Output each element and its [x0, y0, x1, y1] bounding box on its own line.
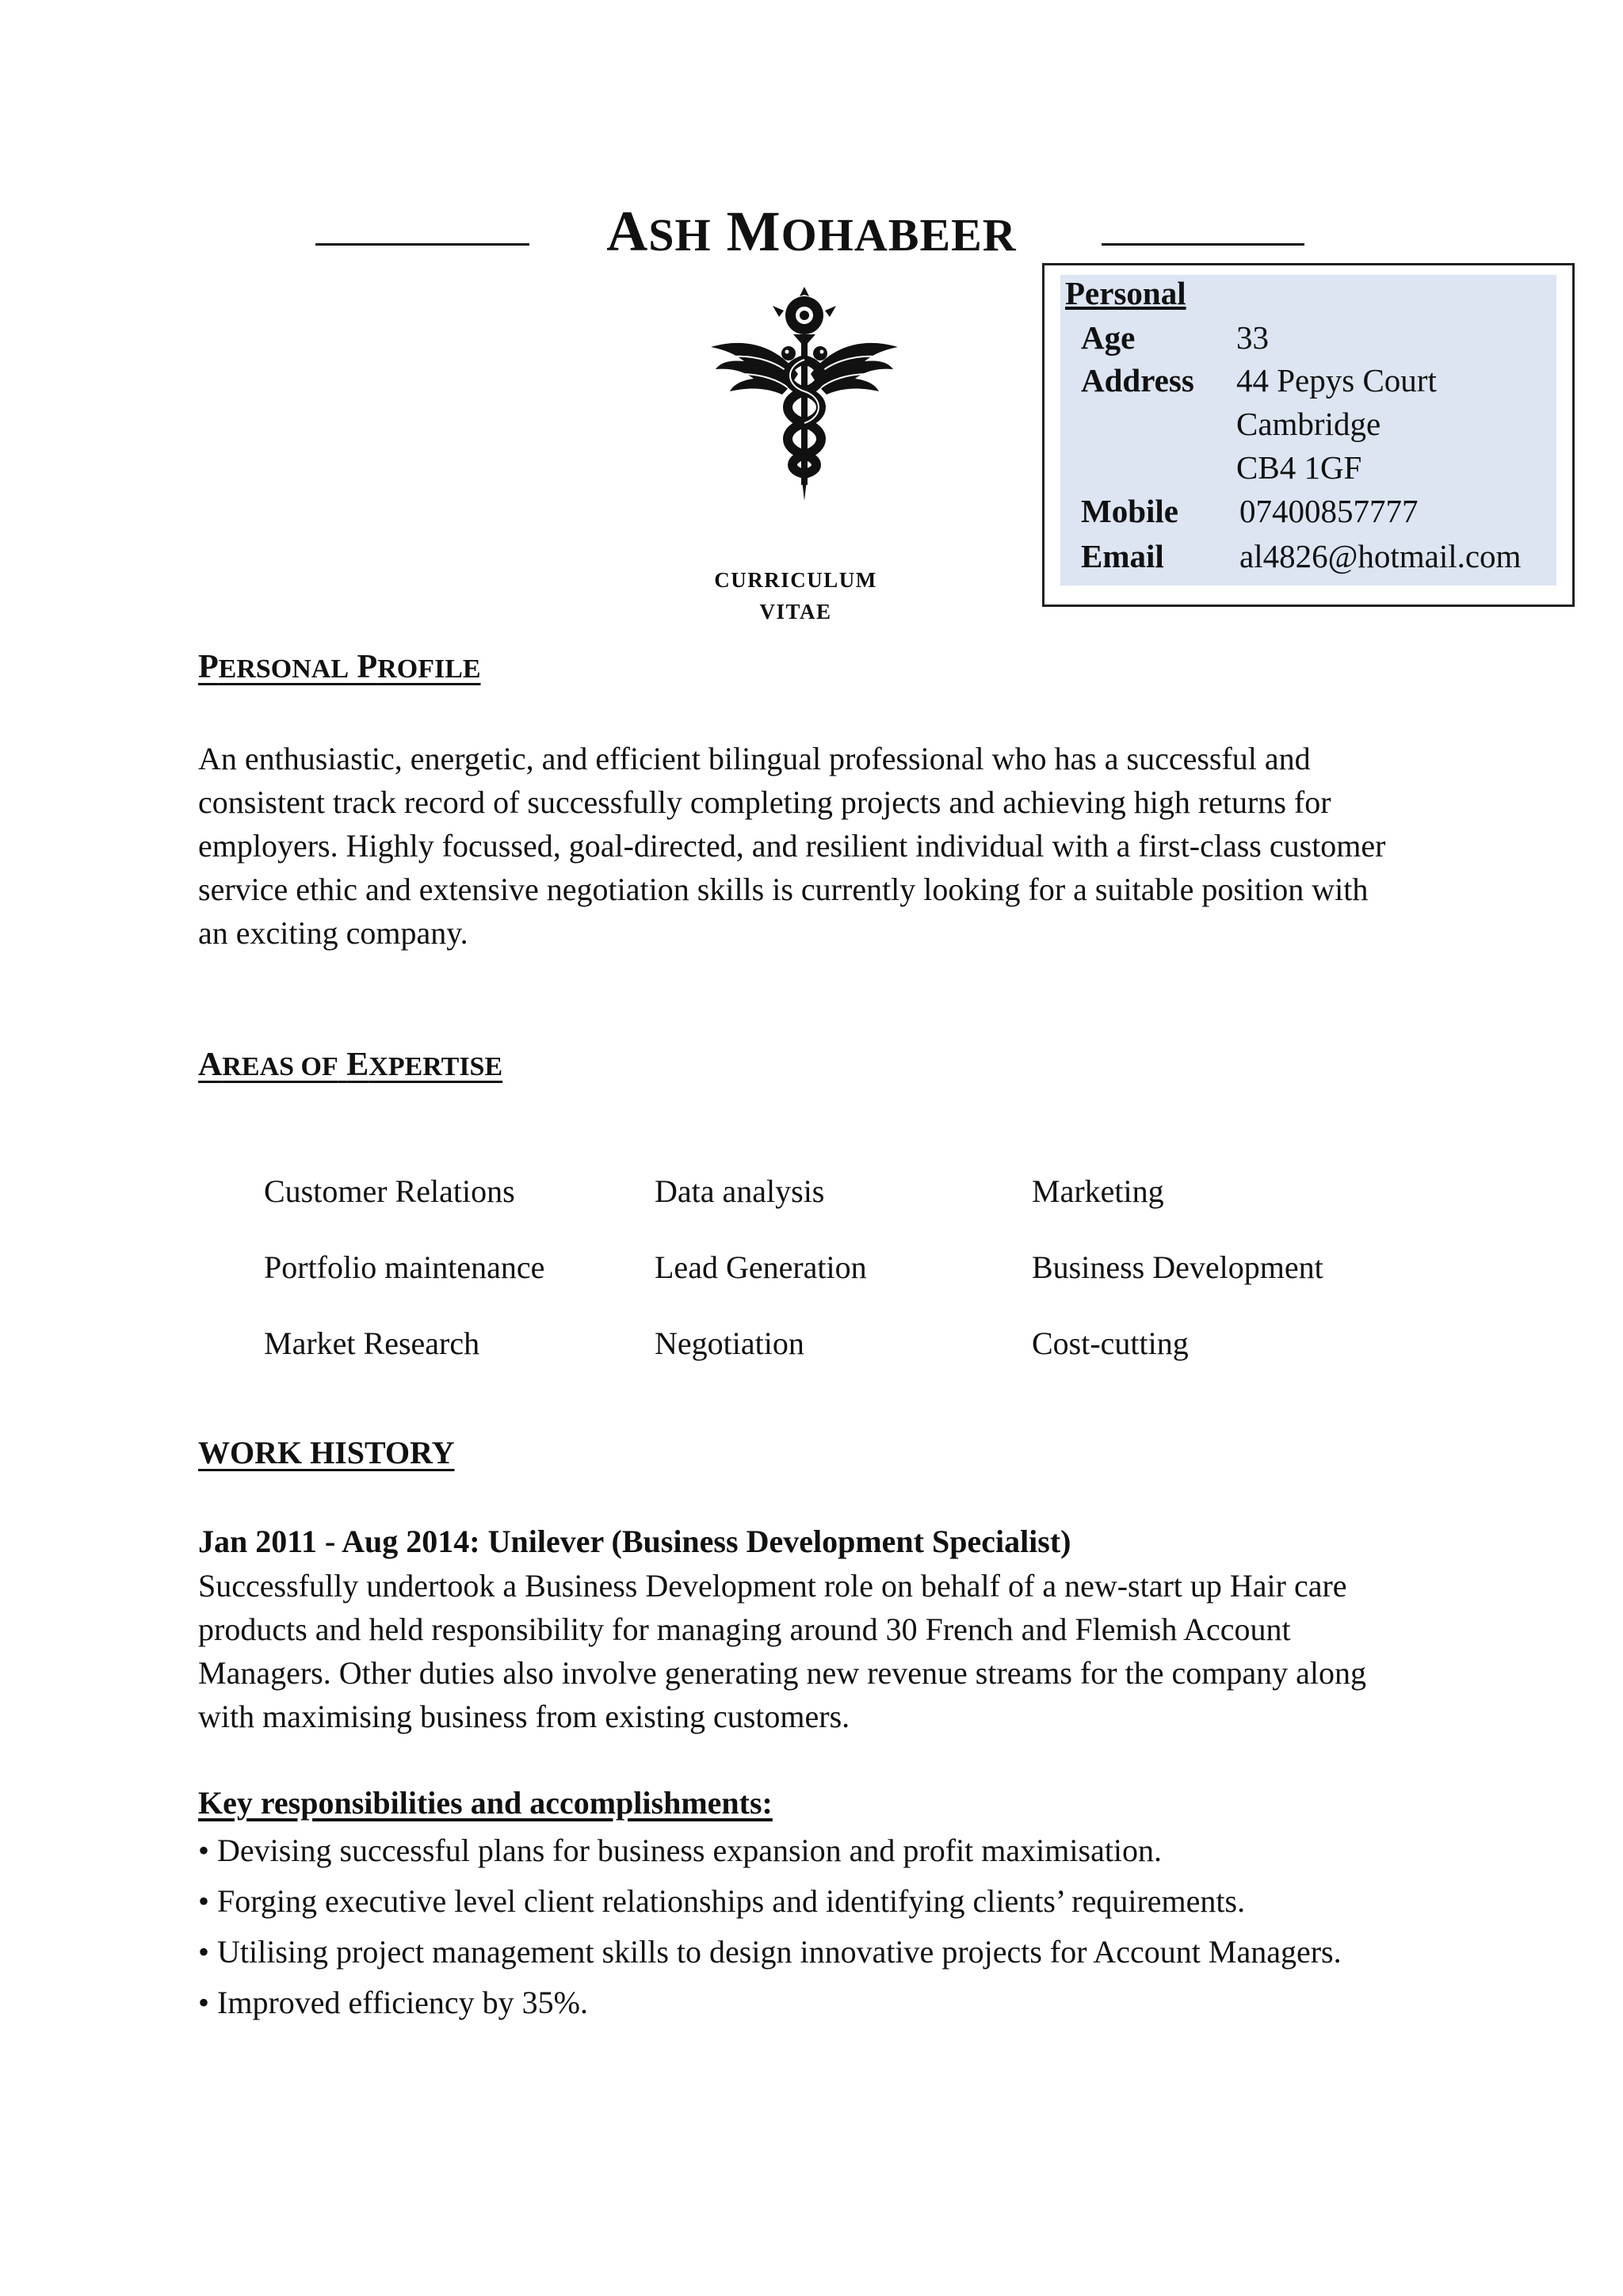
address-line-2: Cambridge — [1236, 406, 1381, 442]
profile-line: service ethic and extensive negotiation skills is currently looking for a suitable position with — [198, 871, 1369, 907]
age-label: Age — [1081, 319, 1136, 356]
list-item — [198, 1928, 1342, 1976]
job-description — [198, 1564, 1482, 1738]
personal-title: Personal — [1065, 275, 1186, 311]
bullet-icon: • — [198, 1985, 210, 2020]
mobile-label: Mobile — [1081, 493, 1178, 529]
expertise-item: Negotiation — [655, 1325, 804, 1361]
profile-line: employers. Highly focussed, goal-directed, and resilient individual with a first-class customer — [198, 828, 1386, 864]
personal-profile-text — [198, 737, 1482, 955]
expertise-item: Portfolio maintenance — [264, 1249, 545, 1285]
age-value: 33 — [1236, 319, 1269, 356]
personal-profile-heading: PERSONAL PROFILE — [198, 649, 481, 685]
job-line: Successfully undertook a Business Development role on behalf of a new-start up Hair care — [198, 1568, 1347, 1604]
list-item — [198, 1979, 588, 2027]
name-last-initial: M — [726, 200, 781, 263]
email-value: al4826@hotmail.com — [1239, 538, 1522, 574]
expertise-item: Marketing — [1032, 1173, 1164, 1209]
caduceus-icon — [709, 287, 899, 501]
expertise-item: Market Research — [264, 1325, 480, 1361]
list-item — [198, 1878, 1245, 1925]
expertise-item: Cost-cutting — [1032, 1325, 1189, 1361]
name-first-initial: A — [606, 200, 649, 263]
address-label: Address — [1081, 362, 1194, 399]
bullet-icon: • — [198, 1934, 210, 1970]
profile-line: an exciting company. — [198, 915, 468, 951]
areas-of-expertise-heading: AREAS OF EXPERTISE — [198, 1047, 503, 1083]
key-responsibilities-heading: Key responsibilities and accomplishments: — [198, 1785, 773, 1821]
bullet-text: Utilising project management skills to design innovative projects for Account Managers. — [217, 1934, 1342, 1970]
bullet-text: Improved efficiency by 35%. — [217, 1985, 589, 2020]
work-history-heading: WORK HISTORY — [198, 1435, 455, 1470]
job-line: Managers. Other duties also involve generating new revenue streams for the company along — [198, 1655, 1366, 1691]
personal-details-box — [1042, 263, 1575, 607]
email-label: Email — [1081, 538, 1164, 574]
profile-line: An enthusiastic, energetic, and efficient bilingual professional who has a successful and — [198, 741, 1311, 776]
job-line: products and held responsibility for managing around 30 French and Flemish Account — [198, 1611, 1291, 1647]
bullet-text: Devising successful plans for business expansion and profit maximisation. — [217, 1833, 1163, 1868]
bullet-icon: • — [198, 1883, 210, 1919]
expertise-item: Customer Relations — [264, 1173, 515, 1209]
list-item — [198, 1827, 1162, 1875]
bullet-icon: • — [198, 1833, 210, 1868]
mobile-value: 07400857777 — [1239, 493, 1419, 529]
address-line-1: 44 Pepys Court — [1236, 362, 1437, 399]
job-line: with maximising business from existing customers. — [198, 1699, 850, 1734]
expertise-item: Data analysis — [655, 1173, 825, 1209]
expertise-item: Business Development — [1032, 1249, 1323, 1285]
profile-line: consistent track record of successfully completing projects and achieving high returns for — [198, 784, 1331, 820]
name-last-rest: OHABEER — [781, 209, 1017, 261]
candidate-name — [0, 200, 1623, 267]
bullet-text: Forging executive level client relationships and identifying clients’ requirements. — [217, 1883, 1246, 1919]
job-title: Jan 2011 - Aug 2014: Unilever (Business Development Specialist) — [198, 1524, 1071, 1559]
name-first-rest: SH — [648, 209, 712, 261]
address-line-3: CB4 1GF — [1236, 449, 1362, 486]
document-subtitle: CURRICULUM VITAE — [714, 568, 877, 624]
expertise-item: Lead Generation — [655, 1249, 867, 1285]
